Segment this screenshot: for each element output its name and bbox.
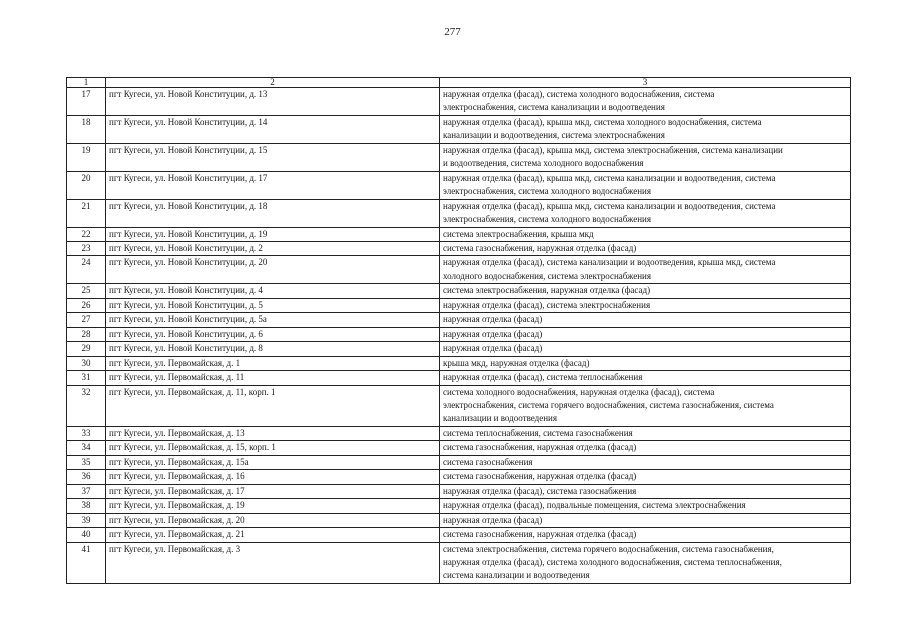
- works-line: система канализации и водоотведения: [443, 570, 590, 581]
- row-number: 27: [67, 313, 106, 327]
- column-header-address: 2: [106, 78, 440, 88]
- table-row: [67, 528, 851, 542]
- row-works: [440, 171, 851, 199]
- row-number: 34: [67, 441, 106, 455]
- works-line: наружная отделка (фасад), система теплоснабжения: [443, 372, 643, 383]
- table-row: [67, 298, 851, 312]
- row-address: пгт Кугеси, ул. Новой Конституции, д. 8: [106, 342, 440, 356]
- works-line: система газоснабжения, наружная отделка (фасад): [443, 242, 637, 253]
- table-row: [67, 313, 851, 327]
- row-number: 21: [67, 199, 106, 227]
- row-address: пгт Кугеси, ул. Новой Конституции, д. 13: [106, 88, 440, 116]
- row-number: 24: [67, 256, 106, 284]
- works-line: наружная отделка (фасад), система электроснабжения: [443, 299, 651, 310]
- works-line: система газоснабжения, наружная отделка (фасад): [443, 471, 637, 482]
- works-line: наружная отделка (фасад): [443, 514, 543, 525]
- table-row: [67, 542, 851, 583]
- table-header-row: [67, 78, 851, 88]
- row-works: [440, 426, 851, 440]
- works-line: система газоснабжения, наружная отделка (фасад): [443, 442, 637, 453]
- works-line: холодного водоснабжения, система электроснабжения: [443, 270, 651, 281]
- table-row: [67, 115, 851, 143]
- row-address: пгт Кугеси, ул. Первомайская, д. 20: [106, 513, 440, 527]
- row-address: пгт Кугеси, ул. Новой Конституции, д. 19: [106, 227, 440, 241]
- row-works: [440, 284, 851, 298]
- works-line: наружная отделка (фасад): [443, 314, 543, 325]
- table-row: [67, 199, 851, 227]
- column-header-works: 3: [440, 78, 851, 88]
- table-row: [67, 455, 851, 469]
- row-number: 37: [67, 484, 106, 498]
- table-row: [67, 484, 851, 498]
- table-row: [67, 284, 851, 298]
- row-works: [440, 342, 851, 356]
- works-line: наружная отделка (фасад): [443, 328, 543, 339]
- works-line: электроснабжения, система канализации и водоотведения: [443, 102, 665, 113]
- table-row: [67, 426, 851, 440]
- row-number: 18: [67, 115, 106, 143]
- row-number: 39: [67, 513, 106, 527]
- row-number: 35: [67, 455, 106, 469]
- row-number: 25: [67, 284, 106, 298]
- row-number: 22: [67, 227, 106, 241]
- table-row: [67, 513, 851, 527]
- row-works: [440, 441, 851, 455]
- row-address: пгт Кугеси, ул. Новой Конституции, д. 15: [106, 143, 440, 171]
- table-row: [67, 227, 851, 241]
- table-row: [67, 470, 851, 484]
- row-address: пгт Кугеси, ул. Новой Конституции, д. 6: [106, 327, 440, 341]
- works-line: наружная отделка (фасад), крыша мкд, система холодного водоснабжения, система: [443, 116, 762, 127]
- row-works: [440, 241, 851, 255]
- row-address: пгт Кугеси, ул. Первомайская, д. 17: [106, 484, 440, 498]
- works-line: электроснабжения, система холодного водоснабжения: [443, 186, 651, 197]
- row-number: 40: [67, 528, 106, 542]
- row-works: [440, 199, 851, 227]
- row-works: [440, 484, 851, 498]
- row-works: [440, 327, 851, 341]
- table-row: [67, 171, 851, 199]
- row-address: пгт Кугеси, ул. Новой Конституции, д. 2: [106, 241, 440, 255]
- row-number: 26: [67, 298, 106, 312]
- row-number: 30: [67, 356, 106, 370]
- row-works: [440, 356, 851, 370]
- works-line: система электроснабжения, система горячего водоснабжения, система газоснабжения,: [443, 543, 774, 554]
- works-line: электроснабжения, система горячего водоснабжения, система газоснабжения, система: [443, 399, 774, 410]
- row-works: [440, 513, 851, 527]
- row-works: [440, 542, 851, 583]
- row-works: [440, 313, 851, 327]
- row-number: 19: [67, 143, 106, 171]
- row-address: пгт Кугеси, ул. Первомайская, д. 15а: [106, 455, 440, 469]
- table-row: [67, 385, 851, 426]
- table-row: [67, 499, 851, 513]
- row-works: [440, 88, 851, 116]
- row-address: пгт Кугеси, ул. Первомайская, д. 3: [106, 542, 440, 583]
- works-line: наружная отделка (фасад), подвальные помещения, система электроснабжения: [443, 500, 746, 511]
- row-works: [440, 499, 851, 513]
- row-address: пгт Кугеси, ул. Первомайская, д. 16: [106, 470, 440, 484]
- works-line: система теплоснабжения, система газоснабжения: [443, 427, 633, 438]
- row-number: 28: [67, 327, 106, 341]
- table-row: [67, 441, 851, 455]
- row-address: пгт Кугеси, ул. Новой Конституции, д. 18: [106, 199, 440, 227]
- works-line: наружная отделка (фасад), крыша мкд, система канализации и водоотведения, система: [443, 172, 776, 183]
- works-line: канализации и водоотведения, система электроснабжения: [443, 130, 665, 141]
- row-number: 29: [67, 342, 106, 356]
- row-address: пгт Кугеси, ул. Новой Конституции, д. 5а: [106, 313, 440, 327]
- table-row: [67, 143, 851, 171]
- works-line: электроснабжения, система холодного водоснабжения: [443, 214, 651, 225]
- row-number: 36: [67, 470, 106, 484]
- works-line: система холодного водоснабжения, наружная отделка (фасад), система: [443, 386, 715, 397]
- row-number: 33: [67, 426, 106, 440]
- row-works: [440, 385, 851, 426]
- row-number: 41: [67, 542, 106, 583]
- row-works: [440, 298, 851, 312]
- row-works: [440, 143, 851, 171]
- row-works: [440, 528, 851, 542]
- table-row: [67, 327, 851, 341]
- row-number: 31: [67, 371, 106, 385]
- works-line: наружная отделка (фасад), крыша мкд, система электроснабжения, система канализации: [443, 144, 783, 155]
- row-works: [440, 371, 851, 385]
- row-address: пгт Кугеси, ул. Новой Конституции, д. 20: [106, 256, 440, 284]
- row-address: пгт Кугеси, ул. Новой Конституции, д. 14: [106, 115, 440, 143]
- row-works: [440, 227, 851, 241]
- table-row: [67, 241, 851, 255]
- row-address: пгт Кугеси, ул. Первомайская, д. 13: [106, 426, 440, 440]
- works-line: система газоснабжения, наружная отделка (фасад): [443, 529, 637, 540]
- row-address: пгт Кугеси, ул. Новой Конституции, д. 5: [106, 298, 440, 312]
- row-works: [440, 256, 851, 284]
- table-row: [67, 356, 851, 370]
- table-row: [67, 256, 851, 284]
- works-line: и водоотведения, система холодного водоснабжения: [443, 158, 644, 169]
- works-table: [66, 77, 851, 584]
- table-row: [67, 342, 851, 356]
- row-address: пгт Кугеси, ул. Новой Конституции, д. 4: [106, 284, 440, 298]
- works-line: наружная отделка (фасад), система канализации и водоотведения, крыша мкд, система: [443, 257, 776, 268]
- row-number: 17: [67, 88, 106, 116]
- works-line: наружная отделка (фасад): [443, 343, 543, 354]
- works-line: система газоснабжения: [443, 456, 533, 467]
- row-number: 32: [67, 385, 106, 426]
- row-works: [440, 115, 851, 143]
- works-line: система электроснабжения, наружная отделка (фасад): [443, 285, 651, 296]
- table-row: [67, 371, 851, 385]
- works-line: система электроснабжения, крыша мкд: [443, 228, 594, 239]
- row-address: пгт Кугеси, ул. Первомайская, д. 15, корп. 1: [106, 441, 440, 455]
- row-works: [440, 470, 851, 484]
- page-number: 277: [444, 26, 461, 38]
- row-address: пгт Кугеси, ул. Первомайская, д. 11, корп. 1: [106, 385, 440, 426]
- works-line: крыша мкд, наружная отделка (фасад): [443, 357, 590, 368]
- table-row: [67, 88, 851, 116]
- row-works: [440, 455, 851, 469]
- row-address: пгт Кугеси, ул. Первомайская, д. 19: [106, 499, 440, 513]
- row-address: пгт Кугеси, ул. Первомайская, д. 21: [106, 528, 440, 542]
- row-address: пгт Кугеси, ул. Новой Конституции, д. 17: [106, 171, 440, 199]
- row-number: 38: [67, 499, 106, 513]
- column-header-number: 1: [67, 78, 106, 88]
- row-address: пгт Кугеси, ул. Первомайская, д. 11: [106, 371, 440, 385]
- row-address: пгт Кугеси, ул. Первомайская, д. 1: [106, 356, 440, 370]
- row-number: 20: [67, 171, 106, 199]
- works-line: наружная отделка (фасад), крыша мкд, система канализации и водоотведения, система: [443, 200, 776, 211]
- works-line: наружная отделка (фасад), система холодного водоснабжения, система: [443, 89, 715, 99]
- row-number: 23: [67, 241, 106, 255]
- works-line: канализации и водоотведения: [443, 413, 557, 424]
- works-line: наружная отделка (фасад), система холодного водоснабжения, система теплоснабжения,: [443, 556, 782, 567]
- works-line: наружная отделка (фасад), система газоснабжения: [443, 485, 637, 496]
